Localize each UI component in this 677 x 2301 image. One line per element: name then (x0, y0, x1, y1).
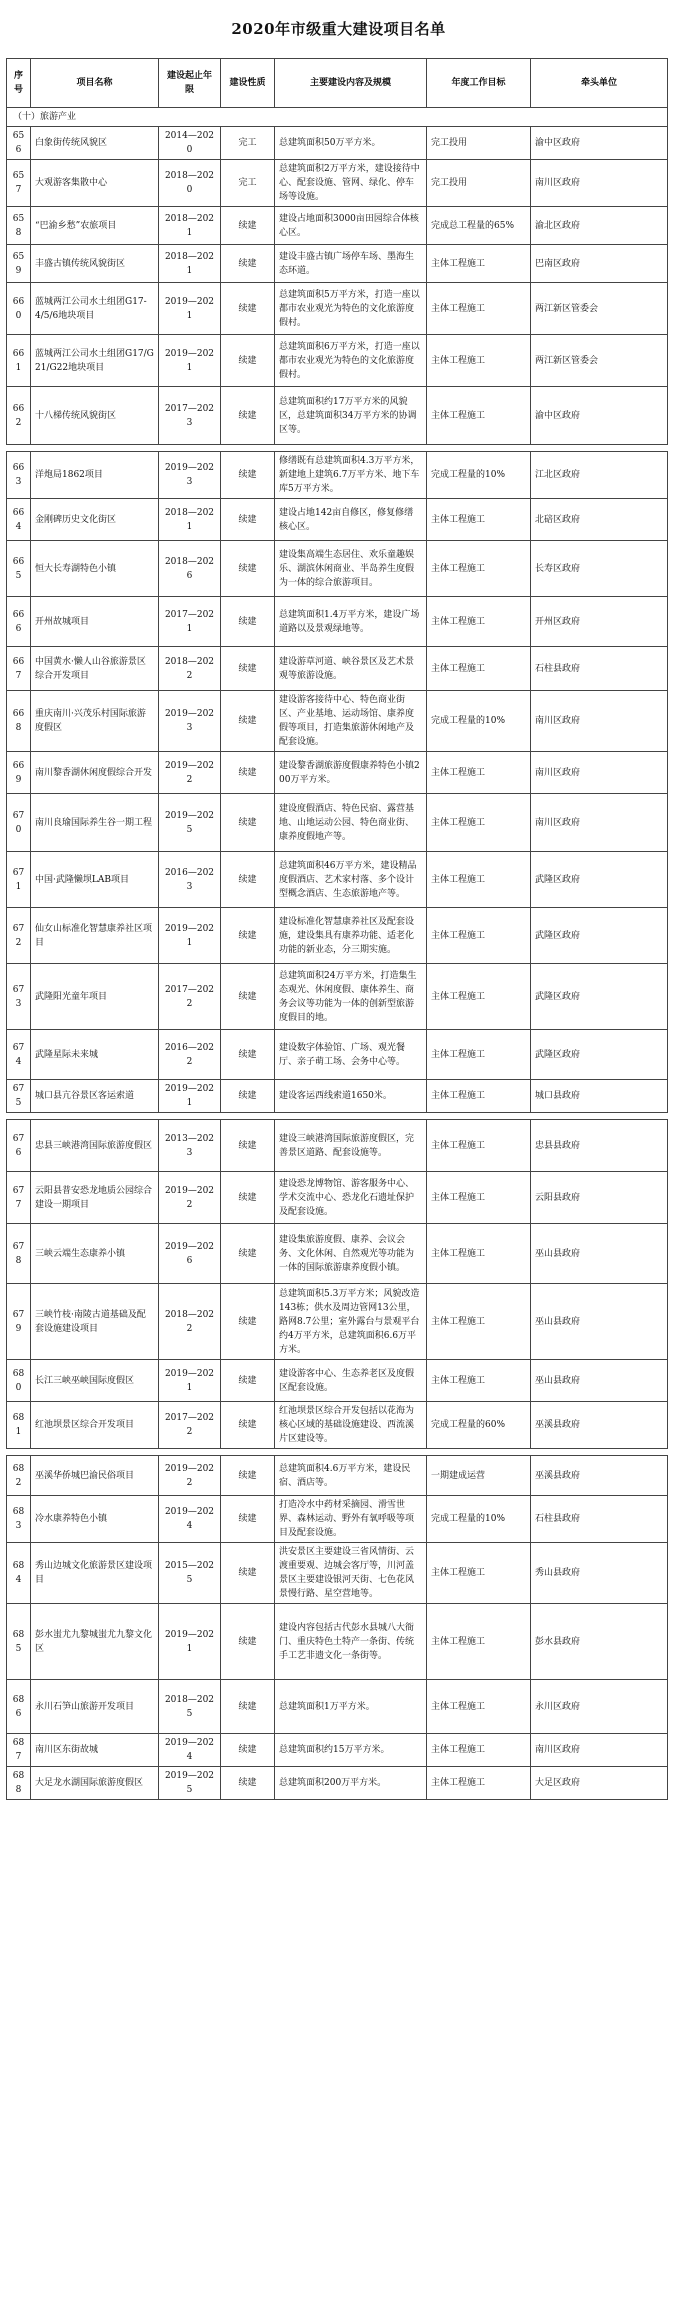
cell-goal: 主体工程施工 (427, 1030, 531, 1080)
cell-content: 总建筑面积24万平方米，打造集生态观光、休闲度假、康体养生、商务会议等功能为一体的创新型旅游度假目的地。 (275, 964, 427, 1030)
cell-unit: 北碚区政府 (531, 499, 668, 541)
cell-unit: 永川区政府 (531, 1680, 668, 1734)
cell-years: 2019—2024 (159, 1496, 221, 1543)
cell-nature: 续建 (221, 335, 275, 387)
cell-unit: 石柱县政府 (531, 647, 668, 691)
cell-nature: 续建 (221, 647, 275, 691)
cell-years: 2015—2025 (159, 1543, 221, 1604)
cell-nature: 续建 (221, 387, 275, 445)
cell-name: 武隆阳光童年项目 (31, 964, 159, 1030)
table-row (7, 1080, 668, 1113)
cell-name: 红池坝景区综合开发项目 (31, 1402, 159, 1449)
cell-nature: 续建 (221, 207, 275, 245)
cell-years: 2017—2022 (159, 964, 221, 1030)
cell-years: 2013—2023 (159, 1120, 221, 1172)
cell-name: 三峡云端生态康养小镇 (31, 1224, 159, 1284)
cell-nature: 续建 (221, 597, 275, 647)
cell-unit: 巫溪县政府 (531, 1402, 668, 1449)
cell-no: 687 (7, 1734, 31, 1767)
cell-goal: 主体工程施工 (427, 1284, 531, 1360)
cell-content: 总建筑面积1.4万平方米，建设广场道路以及景观绿地等。 (275, 597, 427, 647)
cell-content: 建设度假酒店、特色民宿、露营基地、山地运动公园、特色商业街、康养度假地产等。 (275, 794, 427, 852)
cell-unit: 南川区政府 (531, 1734, 668, 1767)
cell-goal: 完成总工程量的65% (427, 207, 531, 245)
table-row (7, 541, 668, 597)
cell-nature: 续建 (221, 691, 275, 752)
cell-name: 大足龙水湖国际旅游度假区 (31, 1767, 159, 1800)
cell-name: 南川黎香湖休闲度假综合开发 (31, 752, 159, 794)
cell-no: 682 (7, 1456, 31, 1496)
cell-no: 681 (7, 1402, 31, 1449)
cell-name: 永川石笋山旅游开发项目 (31, 1680, 159, 1734)
cell-years: 2019—2021 (159, 1080, 221, 1113)
cell-unit: 渝中区政府 (531, 127, 668, 160)
table-row (7, 335, 668, 387)
cell-content: 总建筑面积约17万平方米的风貌区，总建筑面积34万平方米的协调区等。 (275, 387, 427, 445)
cell-nature: 续建 (221, 1456, 275, 1496)
table-row (7, 752, 668, 794)
cell-goal: 主体工程施工 (427, 245, 531, 283)
cell-content: 建设占地面积3000亩田园综合体核心区。 (275, 207, 427, 245)
cell-nature: 续建 (221, 1360, 275, 1402)
cell-unit: 南川区政府 (531, 794, 668, 852)
cell-years: 2019—2021 (159, 1604, 221, 1680)
cell-unit: 城口县政府 (531, 1080, 668, 1113)
cell-nature: 续建 (221, 794, 275, 852)
table-row (7, 597, 668, 647)
cell-name: 洋炮局1862项目 (31, 452, 159, 499)
cell-name: 开州故城项目 (31, 597, 159, 647)
cell-unit: 石柱县政府 (531, 1496, 668, 1543)
cell-nature: 续建 (221, 1402, 275, 1449)
cell-goal: 完工投用 (427, 160, 531, 207)
cell-nature: 续建 (221, 283, 275, 335)
header-unit: 牵头单位 (531, 59, 668, 108)
cell-nature: 续建 (221, 1284, 275, 1360)
document-title: 2020年市级重大建设项目名单 (231, 20, 446, 38)
cell-no: 660 (7, 283, 31, 335)
cell-content: 建设丰盛古镇广场停车场、墨海生态环道。 (275, 245, 427, 283)
cell-content: 总建筑面积2万平方米，建设接待中心、配套设施、管网、绿化、停车场等设施。 (275, 160, 427, 207)
cell-nature: 续建 (221, 1604, 275, 1680)
cell-goal: 主体工程施工 (427, 597, 531, 647)
cell-unit: 长寿区政府 (531, 541, 668, 597)
cell-content: 建设游草河道、峡谷景区及艺术景观等旅游设施。 (275, 647, 427, 691)
cell-name: 白象街传统风貌区 (31, 127, 159, 160)
cell-unit: 巴南区政府 (531, 245, 668, 283)
table-row (7, 1496, 668, 1543)
cell-years: 2018—2021 (159, 207, 221, 245)
cell-unit: 武隆区政府 (531, 964, 668, 1030)
cell-goal: 完成工程量的10% (427, 452, 531, 499)
cell-nature: 续建 (221, 1080, 275, 1113)
cell-content: 建设占地142亩自修区，修复修缮核心区。 (275, 499, 427, 541)
cell-goal: 主体工程施工 (427, 335, 531, 387)
cell-years: 2018—2020 (159, 160, 221, 207)
cell-content: 建设客运西线索道1650米。 (275, 1080, 427, 1113)
table-row (7, 1030, 668, 1080)
cell-goal: 主体工程施工 (427, 499, 531, 541)
cell-years: 2019—2026 (159, 1224, 221, 1284)
gap-cell (7, 1449, 668, 1456)
table-row (7, 245, 668, 283)
cell-content: 总建筑面积5万平方米，打造一座以都市农业观光为特色的文化旅游度假村。 (275, 283, 427, 335)
cell-no: 676 (7, 1120, 31, 1172)
cell-name: 南川区东街故城 (31, 1734, 159, 1767)
cell-no: 663 (7, 452, 31, 499)
cell-name: 大观游客集散中心 (31, 160, 159, 207)
cell-no: 678 (7, 1224, 31, 1284)
cell-years: 2016—2023 (159, 852, 221, 908)
cell-years: 2019—2021 (159, 1360, 221, 1402)
cell-name: 忠县三峡港湾国际旅游度假区 (31, 1120, 159, 1172)
cell-nature: 续建 (221, 752, 275, 794)
table-row (7, 691, 668, 752)
cell-unit: 武隆区政府 (531, 852, 668, 908)
cell-goal: 主体工程施工 (427, 541, 531, 597)
cell-no: 670 (7, 794, 31, 852)
cell-years: 2019—2022 (159, 1456, 221, 1496)
cell-nature: 续建 (221, 1224, 275, 1284)
cell-nature: 续建 (221, 1767, 275, 1800)
cell-goal: 主体工程施工 (427, 852, 531, 908)
row-gap (7, 1449, 668, 1456)
cell-years: 2019—2024 (159, 1734, 221, 1767)
cell-years: 2019—2022 (159, 752, 221, 794)
cell-name: “巴渝乡愁”农旅项目 (31, 207, 159, 245)
cell-content: 建设三峡港湾国际旅游度假区，完善景区道路、配套设施等。 (275, 1120, 427, 1172)
cell-content: 总建筑面积46万平方米，建设精品度假酒店、艺术家村落、多个设计型概念酒店、生态旅游地产等。 (275, 852, 427, 908)
cell-no: 675 (7, 1080, 31, 1113)
cell-name: 中国·武隆懒坝LAB项目 (31, 852, 159, 908)
project-table (6, 58, 668, 1800)
cell-no: 662 (7, 387, 31, 445)
cell-name: 云阳县普安恐龙地质公园综合建设一期项目 (31, 1172, 159, 1224)
cell-years: 2019—2025 (159, 1767, 221, 1800)
cell-name: 丰盛古镇传统风貌街区 (31, 245, 159, 283)
cell-content: 洪安景区主要建设三省风情街、云渡重要观、边城会客厅等，川河盖景区主要建设银河天街、七色花风景慢行路、星空营地等。 (275, 1543, 427, 1604)
cell-no: 668 (7, 691, 31, 752)
cell-content: 修缮既有总建筑面积4.3万平方米，新建地上建筑6.7万平方米、地下车库5万平方米。 (275, 452, 427, 499)
cell-nature: 完工 (221, 160, 275, 207)
cell-nature: 续建 (221, 1543, 275, 1604)
cell-unit: 武隆区政府 (531, 908, 668, 964)
cell-unit: 忠县县政府 (531, 1120, 668, 1172)
cell-years: 2018—2025 (159, 1680, 221, 1734)
cell-years: 2019—2023 (159, 452, 221, 499)
cell-no: 674 (7, 1030, 31, 1080)
cell-goal: 一期建成运营 (427, 1456, 531, 1496)
cell-no: 658 (7, 207, 31, 245)
cell-goal: 主体工程施工 (427, 387, 531, 445)
cell-years: 2018—2021 (159, 245, 221, 283)
cell-name: 重庆南川·兴茂乐村国际旅游度假区 (31, 691, 159, 752)
cell-no: 669 (7, 752, 31, 794)
cell-no: 677 (7, 1172, 31, 1224)
table-row (7, 908, 668, 964)
cell-content: 总建筑面积200万平方米。 (275, 1767, 427, 1800)
cell-content: 总建筑面积50万平方米。 (275, 127, 427, 160)
cell-unit: 巫山县政府 (531, 1360, 668, 1402)
cell-name: 巫溪华侨城巴渝民俗项目 (31, 1456, 159, 1496)
table-row (7, 647, 668, 691)
cell-unit: 渝北区政府 (531, 207, 668, 245)
cell-years: 2019—2021 (159, 283, 221, 335)
cell-name: 十八梯传统风貌街区 (31, 387, 159, 445)
cell-goal: 主体工程施工 (427, 1120, 531, 1172)
cell-unit: 云阳县政府 (531, 1172, 668, 1224)
cell-years: 2018—2022 (159, 647, 221, 691)
cell-no: 673 (7, 964, 31, 1030)
cell-goal: 主体工程施工 (427, 908, 531, 964)
section-row (7, 108, 668, 127)
cell-no: 685 (7, 1604, 31, 1680)
cell-nature: 续建 (221, 964, 275, 1030)
cell-nature: 续建 (221, 452, 275, 499)
cell-name: 冷水康养特色小镇 (31, 1496, 159, 1543)
table-row (7, 1456, 668, 1496)
cell-content: 建设集旅游度假、康养、会议会务、文化休闲、自然观光等功能为一体的国际旅游康养度假小镇。 (275, 1224, 427, 1284)
table-row (7, 1284, 668, 1360)
gap-cell (7, 445, 668, 452)
cell-years: 2019—2021 (159, 908, 221, 964)
cell-content: 总建筑面积4.6万平方米，建设民宿、酒店等。 (275, 1456, 427, 1496)
cell-goal: 完成工程量的10% (427, 691, 531, 752)
cell-goal: 完工投用 (427, 127, 531, 160)
cell-goal: 完成工程量的10% (427, 1496, 531, 1543)
table-header-row (7, 59, 668, 108)
cell-goal: 主体工程施工 (427, 1360, 531, 1402)
cell-years: 2014—2020 (159, 127, 221, 160)
cell-goal: 主体工程施工 (427, 1734, 531, 1767)
header-years: 建设起止年限 (159, 59, 221, 108)
gap-cell (7, 1113, 668, 1120)
table-row (7, 794, 668, 852)
header-goal: 年度工作目标 (427, 59, 531, 108)
cell-content: 建设游客接待中心、特色商业街区、产业基地、运动场馆、康养度假等项目，打造集旅游休闲地产及配套设施。 (275, 691, 427, 752)
cell-name: 中国黄水·懒人山谷旅游景区综合开发项目 (31, 647, 159, 691)
cell-goal: 完成工程量的60% (427, 1402, 531, 1449)
table-row (7, 207, 668, 245)
cell-nature: 续建 (221, 1734, 275, 1767)
cell-unit: 南川区政府 (531, 691, 668, 752)
header-nature: 建设性质 (221, 59, 275, 108)
table-row (7, 1172, 668, 1224)
table-row (7, 964, 668, 1030)
table-row (7, 852, 668, 908)
cell-years: 2019—2022 (159, 1172, 221, 1224)
cell-unit: 巫溪县政府 (531, 1456, 668, 1496)
cell-goal: 主体工程施工 (427, 1172, 531, 1224)
cell-years: 2019—2025 (159, 794, 221, 852)
cell-name: 彭水蚩尤九黎城蚩尤九黎文化区 (31, 1604, 159, 1680)
cell-years: 2019—2021 (159, 335, 221, 387)
cell-content: 建设黎香湖旅游度假康养特色小镇200万平方米。 (275, 752, 427, 794)
cell-name: 秀山边城文化旅游景区建设项目 (31, 1543, 159, 1604)
cell-nature: 续建 (221, 852, 275, 908)
cell-name: 金刚碑历史文化街区 (31, 499, 159, 541)
cell-unit: 南川区政府 (531, 160, 668, 207)
cell-unit: 彭水县政府 (531, 1604, 668, 1680)
header-no: 序号 (7, 59, 31, 108)
cell-years: 2017—2022 (159, 1402, 221, 1449)
cell-years: 2018—2021 (159, 499, 221, 541)
cell-nature: 续建 (221, 1496, 275, 1543)
row-gap (7, 1113, 668, 1120)
cell-no: 686 (7, 1680, 31, 1734)
cell-years: 2019—2023 (159, 691, 221, 752)
cell-unit: 大足区政府 (531, 1767, 668, 1800)
cell-nature: 续建 (221, 541, 275, 597)
cell-no: 688 (7, 1767, 31, 1800)
cell-name: 长江三峡巫峡国际度假区 (31, 1360, 159, 1402)
cell-no: 664 (7, 499, 31, 541)
table-row (7, 283, 668, 335)
cell-content: 建设集高端生态居住、欢乐童趣娱乐、湖滨休闲商业、半岛养生度假为一体的综合旅游项目。 (275, 541, 427, 597)
table-row (7, 160, 668, 207)
cell-nature: 续建 (221, 1172, 275, 1224)
table-row (7, 1360, 668, 1402)
cell-unit: 渝中区政府 (531, 387, 668, 445)
cell-unit: 两江新区管委会 (531, 335, 668, 387)
cell-name: 蓝城两江公司水土组团G17/G21/G22地块项目 (31, 335, 159, 387)
row-gap (7, 445, 668, 452)
section-label: （十）旅游产业 (7, 108, 668, 127)
cell-content: 建设游客中心、生态养老区及度假区配套设施。 (275, 1360, 427, 1402)
cell-unit: 开州区政府 (531, 597, 668, 647)
cell-nature: 续建 (221, 245, 275, 283)
cell-goal: 主体工程施工 (427, 1680, 531, 1734)
table-row (7, 1604, 668, 1680)
cell-content: 总建筑面积1万平方米。 (275, 1680, 427, 1734)
table-row (7, 1767, 668, 1800)
header-name: 项目名称 (31, 59, 159, 108)
cell-content: 总建筑面积5.3万平方米；风貌改造143栋；供水及周边管网13公里，路网8.7公里；室外露台与景观平台约4万平方米，总建筑面积6.6万平方米。 (275, 1284, 427, 1360)
cell-goal: 主体工程施工 (427, 964, 531, 1030)
cell-name: 蓝城两江公司水土组团G17-4/5/6地块项目 (31, 283, 159, 335)
cell-nature: 续建 (221, 1120, 275, 1172)
cell-no: 656 (7, 127, 31, 160)
cell-years: 2017—2021 (159, 597, 221, 647)
cell-no: 683 (7, 1496, 31, 1543)
cell-name: 南川良瑜国际养生谷一期工程 (31, 794, 159, 852)
cell-content: 建设恐龙博物馆、游客服务中心、学术交流中心、恐龙化石遗址保护及配套设施。 (275, 1172, 427, 1224)
cell-no: 684 (7, 1543, 31, 1604)
cell-content: 总建筑面积约15万平方米。 (275, 1734, 427, 1767)
cell-no: 671 (7, 852, 31, 908)
cell-content: 打造冷水中药材采摘园、滑雪世界、森林运动、野外有氧呼吸等项目及配套设施。 (275, 1496, 427, 1543)
cell-name: 仙女山标准化智慧康养社区项目 (31, 908, 159, 964)
cell-no: 665 (7, 541, 31, 597)
table-row (7, 1402, 668, 1449)
cell-goal: 主体工程施工 (427, 647, 531, 691)
cell-unit: 秀山县政府 (531, 1543, 668, 1604)
cell-nature: 续建 (221, 1030, 275, 1080)
table-row (7, 1224, 668, 1284)
cell-no: 680 (7, 1360, 31, 1402)
cell-unit: 两江新区管委会 (531, 283, 668, 335)
cell-unit: 巫山县政府 (531, 1284, 668, 1360)
cell-content: 红池坝景区综合开发包括以花海为核心区域的基础设施建设、西流溪片区建设等。 (275, 1402, 427, 1449)
cell-no: 667 (7, 647, 31, 691)
cell-nature: 完工 (221, 127, 275, 160)
cell-goal: 主体工程施工 (427, 1604, 531, 1680)
cell-name: 三峡竹枝·南陵古道基础及配套设施建设项目 (31, 1284, 159, 1360)
cell-nature: 续建 (221, 499, 275, 541)
cell-years: 2016—2022 (159, 1030, 221, 1080)
table-row (7, 127, 668, 160)
table-row (7, 499, 668, 541)
cell-content: 建设标准化智慧康养社区及配套设施，建设集具有康养功能、适老化功能的新业态，分三期实施。 (275, 908, 427, 964)
cell-goal: 主体工程施工 (427, 752, 531, 794)
table-row (7, 1734, 668, 1767)
cell-name: 武隆星际未来城 (31, 1030, 159, 1080)
cell-no: 679 (7, 1284, 31, 1360)
cell-no: 672 (7, 908, 31, 964)
table-row (7, 1543, 668, 1604)
cell-unit: 武隆区政府 (531, 1030, 668, 1080)
cell-goal: 主体工程施工 (427, 1080, 531, 1113)
cell-content: 建设数字体验馆、广场、观光餐厅、亲子萌工场、会务中心等。 (275, 1030, 427, 1080)
table-row (7, 452, 668, 499)
header-content: 主要建设内容及规模 (275, 59, 427, 108)
cell-unit: 江北区政府 (531, 452, 668, 499)
table-row (7, 1120, 668, 1172)
cell-unit: 南川区政府 (531, 752, 668, 794)
cell-goal: 主体工程施工 (427, 1543, 531, 1604)
cell-name: 恒大长寿湖特色小镇 (31, 541, 159, 597)
cell-goal: 主体工程施工 (427, 1767, 531, 1800)
cell-years: 2018—2026 (159, 541, 221, 597)
table-row (7, 387, 668, 445)
cell-years: 2018—2022 (159, 1284, 221, 1360)
cell-name: 城口县亢谷景区客运索道 (31, 1080, 159, 1113)
cell-goal: 主体工程施工 (427, 283, 531, 335)
cell-no: 661 (7, 335, 31, 387)
cell-years: 2017—2023 (159, 387, 221, 445)
cell-nature: 续建 (221, 1680, 275, 1734)
cell-no: 666 (7, 597, 31, 647)
cell-no: 659 (7, 245, 31, 283)
cell-content: 建设内容包括古代彭水县城八大衙门、重庆特色土特产一条街、传统手工艺非遗文化一条街等。 (275, 1604, 427, 1680)
cell-nature: 续建 (221, 908, 275, 964)
cell-goal: 主体工程施工 (427, 1224, 531, 1284)
cell-goal: 主体工程施工 (427, 794, 531, 852)
cell-no: 657 (7, 160, 31, 207)
cell-content: 总建筑面积6万平方米，打造一座以都市农业观光为特色的文化旅游度假村。 (275, 335, 427, 387)
table-row (7, 1680, 668, 1734)
cell-unit: 巫山县政府 (531, 1224, 668, 1284)
